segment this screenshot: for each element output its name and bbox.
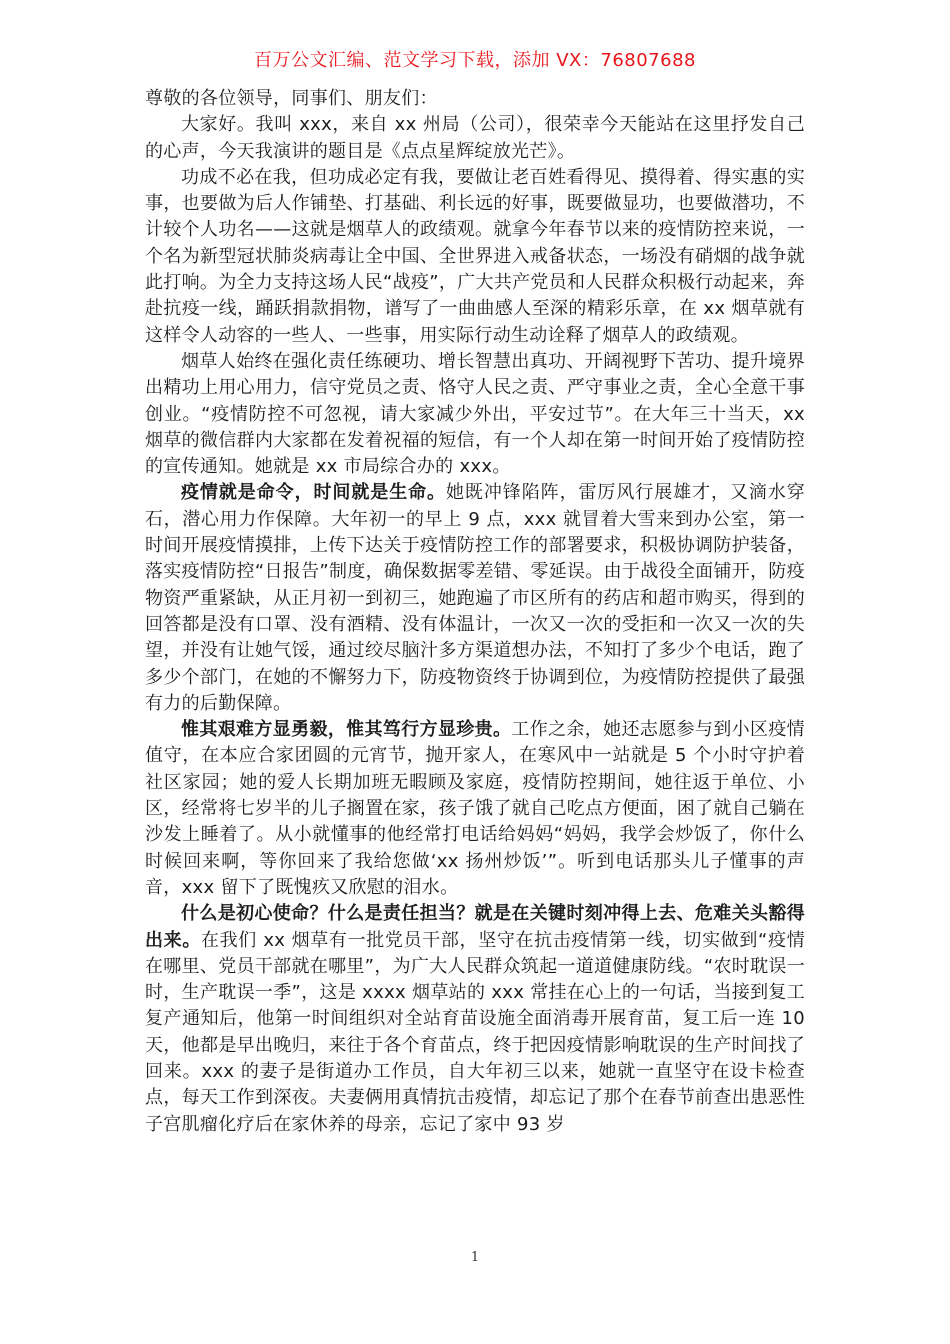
paragraph-4-lead: 疫情就是命令，时间就是生命。 bbox=[181, 482, 446, 504]
paragraph-4-text: 她既冲锋陷阵，雷厉风行展雄才，又滴水穿石，潜心用力作保障。大年初一的早上 9 点，xxx 就冒着大雪来到办公室，第一时间开展疫情摸排，上传下达关于疫情防控工作的部署要求，积极协调防护装备，落实疫情防控“日报告”制度，确保数据零差错、零延误。由于战役全面铺开，防疫物资严重紧缺，从正月初一到初三，她跑遍了市区所有的药店和超市购买，得到的回答都是没有口罩、没有酒精、没有体温计，一次又一次的受拒和一次又一次的失望，并没有让她气馁，通过绞尽脑汁多方渠道想办法，不知打了多少个电话，跑了多少个部门，在她的不懈努力下，防疫物资终于协调到位，为疫情防控提供了最强有力的后勤保障。 bbox=[145, 482, 806, 714]
paragraph-1-text: 大家好。我叫 xxx，来自 xx 州局（公司），很荣幸今天能站在这里抒发自己的心声，今天我演讲的题目是《点点星辉绽放光芒》。 bbox=[145, 114, 805, 162]
paragraph-6-text: 在我们 xx 烟草有一批党员干部，坚守在抗击疫情第一线，切实做到“疫情在哪里、党员干部就在哪里”，为广大人民群众筑起一道道健康防线。“农时耽误一时，生产耽误一季”，这是 xxxx 烟草站的 xxx 常挂在心上的一句话，当接到复工复产通知后，他第一时间组织对全站育苗设施全面消毒开展育苗，复工后一连 10 天，他都是早出晚归，来往于各个育苗点，终于把因疫情影响耽误的生产时间找了回来。xxx 的妻子是街道办工作员，自大年初三以来，她就一直坚守在设卡检查点，每天工作到深夜。夫妻俩用真情抗击疫情，却忘记了那个在春节前查出患恶性子宫肌瘤化疗后在家休养的母亲，忘记了家中 93 岁 bbox=[145, 929, 805, 1135]
salutation: 尊敬的各位领导，同事们、朋友们： bbox=[145, 88, 438, 109]
paragraph-1 bbox=[145, 112, 805, 165]
paragraph-6 bbox=[145, 901, 805, 1138]
paragraph-4 bbox=[145, 480, 805, 717]
paragraph-5 bbox=[145, 717, 805, 901]
page-number: 1 bbox=[470, 1250, 480, 1265]
paragraph-5-text: 工作之余，她还志愿参与到小区疫情值守，在本应合家团圆的元宵节，抛开家人，在寒风中一站就是 5 个小时守护着社区家园；她的爱人长期加班无暇顾及家庭，疫情防控期间，她往返于单位、小区，经常将七岁半的儿子搁置在家，孩子饿了就自己吃点方便面，困了就自己躺在沙发上睡着了。从小就懂事的他经常打电话给妈妈“妈妈，我学会炒饭了，你什么时候回来啊，等你回来了我给您做‘xx 扬州炒饭’”。听到电话那头儿子懂事的声音，xxx 留下了既愧疚又欣慰的泪水。 bbox=[145, 719, 805, 898]
document-body bbox=[145, 86, 805, 1138]
paragraph-3 bbox=[145, 349, 805, 480]
paragraph-3-text: 烟草人始终在强化责任练硬功、增长智慧出真功、开阔视野下苦功、提升境界出精功上用心用力，信守党员之责、恪守人民之责、严守事业之责，全心全意干事创业。“疫情防控不可忽视，请大家减少外出，平安过节”。在大年三十当天，xx 烟草的微信群内大家都在发着祝福的短信，有一个人却在第一时间开始了疫情防控的宣传通知。她就是 xx 市局综合办的 xxx。 bbox=[145, 350, 805, 478]
paragraph-2-text: 功成不必在我，但功成必定有我，要做让老百姓看得见、摸得着、得实惠的实事，也要做为后人作铺垫、打基础、利长远的好事，既要做显功，也要做潜功，不计较个人功名——这就是烟草人的政绩观。就拿今年春节以来的疫情防控来说，一个名为新型冠状肺炎病毒让全中国、全世界进入戒备状态，一场没有硝烟的战争就此打响。为全力支持这场人民“战疫”，广大共产党员和人民群众积极行动起来，奔赴抗疫一线，踊跃捐款捐物，谱写了一曲曲感人至深的精彩乐章，在 xx 烟草就有这样令人动容的一些人、一些事，用实际行动生动诠释了烟草人的政绩观。 bbox=[145, 166, 805, 346]
paragraph-6-lead: 什么是初心使命？什么是责任担当？就是在关键时刻冲得上去、危难关头豁得出来。 bbox=[145, 903, 805, 951]
watermark-header: 百万公文汇编、范文学习下载，添加 VX：76807688 bbox=[254, 50, 696, 71]
paragraph-5-lead: 惟其艰难方显勇毅，惟其笃行方显珍贵。 bbox=[181, 719, 512, 741]
paragraph-2 bbox=[145, 165, 805, 349]
